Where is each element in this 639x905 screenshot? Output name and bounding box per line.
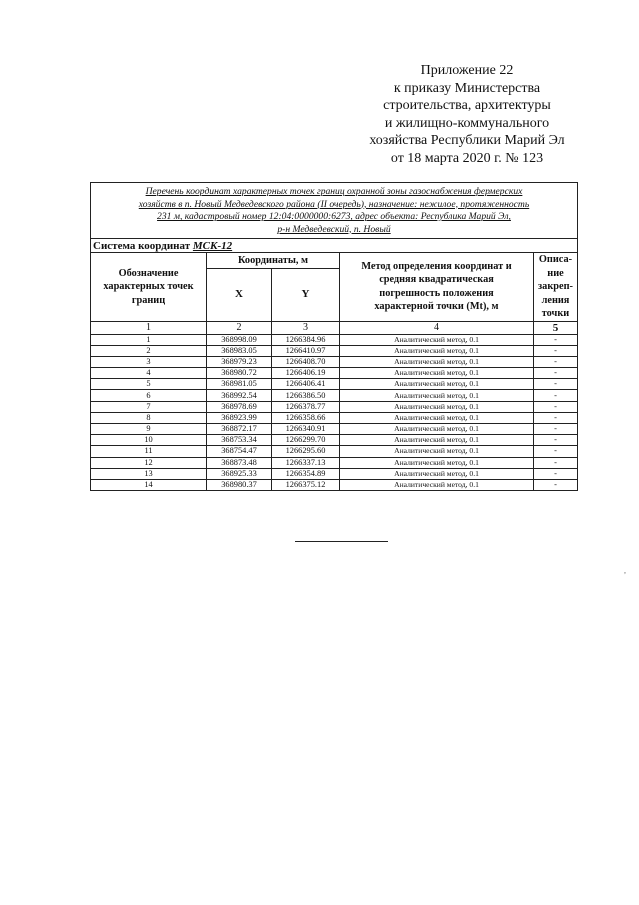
table-row (91, 345, 578, 356)
table-row (91, 446, 578, 457)
column-number: 5 (534, 321, 578, 334)
table-row (91, 401, 578, 412)
table-row (91, 424, 578, 435)
point-number-cell: 1 (91, 334, 207, 345)
point-number-cell: 3 (91, 356, 207, 367)
col-header-line: Описа- (538, 254, 573, 265)
method-cell: Аналитический метод, 0.1 (340, 379, 534, 390)
table-row (91, 334, 578, 345)
order-reference-header (360, 62, 574, 167)
method-cell: Аналитический метод, 0.1 (340, 435, 534, 446)
point-number-cell: 8 (91, 412, 207, 423)
x-coordinate-cell: 368978.69 (207, 401, 272, 412)
y-coordinate-cell: 1266295.60 (272, 446, 340, 457)
description-cell: - (534, 435, 578, 446)
table-row (91, 368, 578, 379)
coordinate-system-row (91, 239, 578, 253)
y-coordinate-cell: 1266378.77 (272, 401, 340, 412)
coordinate-system-label: Система координат (93, 239, 193, 252)
table-row (91, 390, 578, 401)
table-row (91, 468, 578, 479)
col-header-line: Обозначение (118, 267, 179, 279)
description-cell: - (534, 345, 578, 356)
column-number: 4 (340, 321, 534, 334)
method-cell: Аналитический метод, 0.1 (340, 334, 534, 345)
description-cell: - (534, 390, 578, 401)
method-cell: Аналитический метод, 0.1 (340, 356, 534, 367)
table-row (91, 479, 578, 490)
x-coordinate-cell: 368983.05 (207, 345, 272, 356)
y-coordinate-cell: 1266358.66 (272, 412, 340, 423)
x-coordinate-cell: 368872.17 (207, 424, 272, 435)
col-header-y: Y (272, 269, 340, 321)
coordinates-table (90, 182, 578, 491)
y-coordinate-cell: 1266375.12 (272, 479, 340, 490)
description-cell: - (534, 356, 578, 367)
caption-line: р-н Медведевский, п. Новый (277, 223, 391, 235)
x-coordinate-cell: 368753.34 (207, 435, 272, 446)
header-line: Приложение 22 (420, 63, 514, 78)
point-number-cell: 7 (91, 401, 207, 412)
point-number-cell: 13 (91, 468, 207, 479)
header-line: хозяйства Республики Марий Эл (369, 133, 565, 148)
col-header-line: характерных точек (103, 281, 194, 292)
description-cell: - (534, 334, 578, 345)
col-header-line: ления (541, 294, 570, 306)
point-number-cell: 14 (91, 479, 207, 490)
method-cell: Аналитический метод, 0.1 (340, 446, 534, 457)
point-number-cell: 5 (91, 379, 207, 390)
col-header-method (340, 253, 534, 322)
col-header-line: средняя квадратическая (379, 274, 494, 286)
caption-line: хозяйств в п. Новый Медведевского района (II очередь), назначение: нежилое, протяженность (138, 198, 530, 210)
point-number-cell: 9 (91, 424, 207, 435)
end-of-document-line (295, 541, 388, 542)
y-coordinate-cell: 1266408.70 (272, 356, 340, 367)
x-coordinate-cell: 368754.47 (207, 446, 272, 457)
column-number-row (91, 321, 578, 334)
y-coordinate-cell: 1266406.41 (272, 379, 340, 390)
header-line: от 18 марта 2020 г. № 123 (390, 150, 544, 166)
col-header-line: закреп- (538, 281, 573, 292)
header-line: к приказу Министерства (393, 80, 541, 96)
margin-mark: , (624, 566, 626, 575)
y-coordinate-cell: 1266299.70 (272, 435, 340, 446)
y-coordinate-cell: 1266384.96 (272, 334, 340, 345)
point-number-cell: 2 (91, 345, 207, 356)
description-cell: - (534, 424, 578, 435)
x-coordinate-cell: 368980.72 (207, 368, 272, 379)
column-number: 1 (91, 321, 207, 334)
column-number: 3 (272, 321, 340, 334)
table-caption (91, 183, 578, 239)
x-coordinate-cell: 368980.37 (207, 479, 272, 490)
description-cell: - (534, 457, 578, 468)
x-coordinate-cell: 368923.99 (207, 412, 272, 423)
point-number-cell: 11 (91, 446, 207, 457)
col-header-line: Метод определения координат и (361, 260, 512, 272)
point-number-cell: 6 (91, 390, 207, 401)
description-cell: - (534, 368, 578, 379)
x-coordinate-cell: 368873.48 (207, 457, 272, 468)
x-coordinate-cell: 368981.05 (207, 379, 272, 390)
col-header-description (534, 253, 578, 322)
method-cell: Аналитический метод, 0.1 (340, 479, 534, 490)
coordinate-system (91, 239, 578, 253)
col-header-line: погрешность положения (379, 287, 494, 299)
method-cell: Аналитический метод, 0.1 (340, 401, 534, 412)
col-header-line: границ (131, 294, 166, 306)
description-cell: - (534, 379, 578, 390)
point-number-cell: 4 (91, 368, 207, 379)
x-coordinate-cell: 368992.54 (207, 390, 272, 401)
y-coordinate-cell: 1266410.97 (272, 345, 340, 356)
description-cell: - (534, 401, 578, 412)
y-coordinate-cell: 1266337.13 (272, 457, 340, 468)
method-cell: Аналитический метод, 0.1 (340, 424, 534, 435)
table-row (91, 412, 578, 423)
y-coordinate-cell: 1266386.50 (272, 390, 340, 401)
coordinate-system-name: МСК-12 (192, 239, 233, 252)
method-cell: Аналитический метод, 0.1 (340, 345, 534, 356)
point-number-cell: 12 (91, 457, 207, 468)
header-row (91, 253, 578, 269)
table-row (91, 457, 578, 468)
x-coordinate-cell: 368979.23 (207, 356, 272, 367)
y-coordinate-cell: 1266354.89 (272, 468, 340, 479)
y-coordinate-cell: 1266406.19 (272, 368, 340, 379)
column-number: 2 (207, 321, 272, 334)
header-line: и жилищно-коммунального (384, 115, 550, 131)
description-cell: - (534, 479, 578, 490)
table-row (91, 356, 578, 367)
col-header-line: точки (541, 308, 570, 319)
table-body (91, 334, 578, 491)
method-cell: Аналитический метод, 0.1 (340, 390, 534, 401)
point-number-cell: 10 (91, 435, 207, 446)
description-cell: - (534, 468, 578, 479)
col-header-point (91, 253, 207, 322)
col-header-line: ние (547, 267, 564, 279)
method-cell: Аналитический метод, 0.1 (340, 368, 534, 379)
col-header-x: X (207, 269, 272, 321)
method-cell: Аналитический метод, 0.1 (340, 468, 534, 479)
caption-line: Перечень координат характерных точек границ охранной зоны газоснабжения фермерских (145, 186, 523, 197)
method-cell: Аналитический метод, 0.1 (340, 412, 534, 423)
y-coordinate-cell: 1266340.91 (272, 424, 340, 435)
description-cell: - (534, 446, 578, 457)
x-coordinate-cell: 368925.33 (207, 468, 272, 479)
method-cell: Аналитический метод, 0.1 (340, 457, 534, 468)
caption-row (91, 183, 578, 239)
caption-line: 231 м, кадастровый номер 12:04:0000000:6273, адрес объекта: Республика Марий Эл, (157, 211, 511, 222)
table-row (91, 379, 578, 390)
col-header-coordinates: Координаты, м (207, 253, 340, 269)
description-cell: - (534, 412, 578, 423)
col-header-line: характерной точки (Mt), м (374, 301, 499, 313)
x-coordinate-cell: 368998.09 (207, 334, 272, 345)
header-line: строительства, архитектуры (383, 98, 551, 113)
table-row (91, 435, 578, 446)
